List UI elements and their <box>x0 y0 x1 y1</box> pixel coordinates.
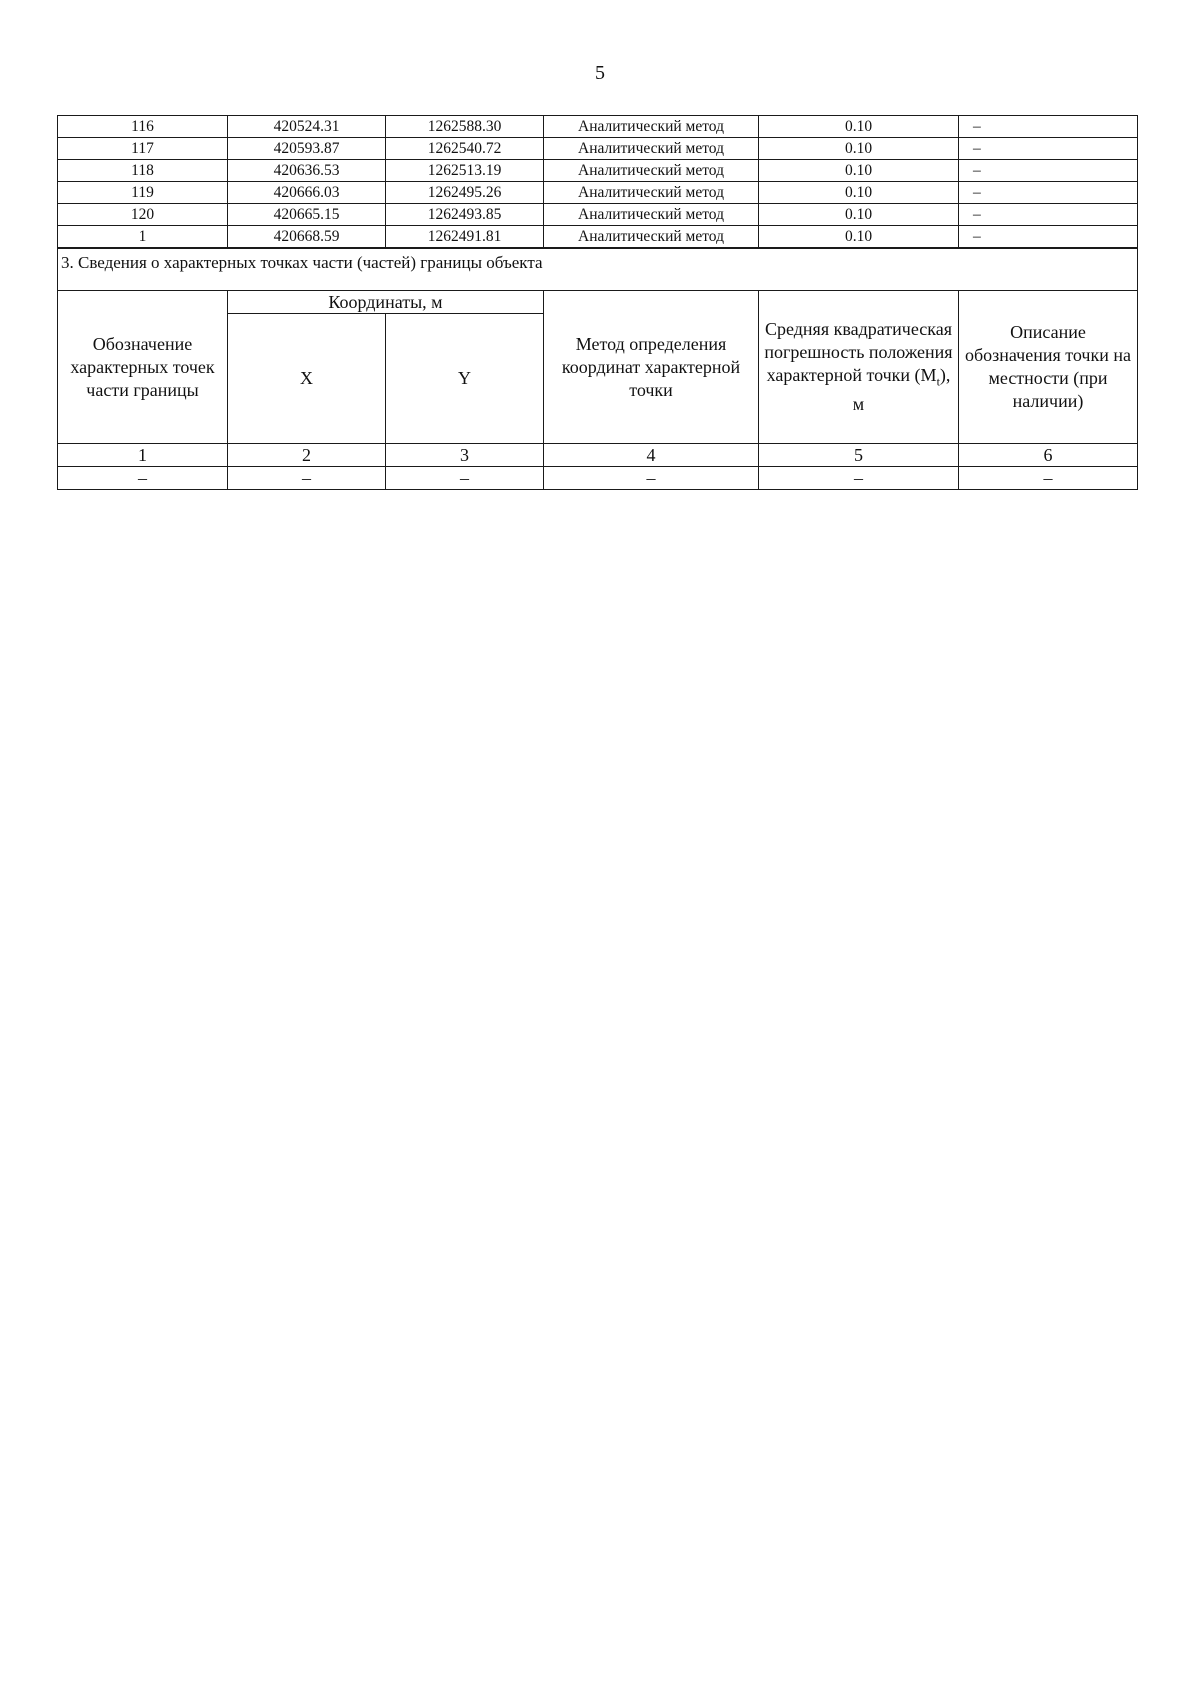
error-cell: 0.10 <box>759 160 959 182</box>
y-coordinate-cell: 1262540.72 <box>386 138 544 160</box>
header-description: Описание обозначения точки на местности (при наличии) <box>959 291 1138 444</box>
column-numbers-row <box>58 444 1138 467</box>
error-cell: 0.10 <box>759 116 959 138</box>
section-title: 3. Сведения о характерных точках части (частей) границы объекта <box>58 249 1138 291</box>
header-row-top <box>58 291 1138 314</box>
description-cell: – <box>959 204 1138 226</box>
point-id-cell: 117 <box>58 138 228 160</box>
y-coordinate-cell: 1262495.26 <box>386 182 544 204</box>
method-cell: Аналитический метод <box>544 116 759 138</box>
point-id-cell: 1 <box>58 226 228 248</box>
description-cell: – <box>959 116 1138 138</box>
y-coordinate-cell: 1262513.19 <box>386 160 544 182</box>
header-y: Y <box>386 314 544 444</box>
description-cell: – <box>959 160 1138 182</box>
table-row <box>58 204 1138 226</box>
point-id-cell: 119 <box>58 182 228 204</box>
method-cell: Аналитический метод <box>544 226 759 248</box>
table-row <box>58 138 1138 160</box>
table-row <box>58 116 1138 138</box>
description-cell: – <box>959 182 1138 204</box>
header-error: Средняя квадратическая погрешность положения характерной точки $(M_t)$, м <box>759 291 959 444</box>
x-coordinate-cell: 420665.15 <box>228 204 386 226</box>
error-cell: 0.10 <box>759 226 959 248</box>
table-row <box>58 182 1138 204</box>
empty-data-row <box>58 467 1138 490</box>
table-row <box>58 160 1138 182</box>
description-cell: – <box>959 138 1138 160</box>
points-table <box>57 115 1138 248</box>
x-coordinate-cell: 420593.87 <box>228 138 386 160</box>
y-coordinate-cell: 1262491.81 <box>386 226 544 248</box>
method-cell: Аналитический метод <box>544 204 759 226</box>
empty-cell: – <box>544 467 759 490</box>
column-number: 1 <box>58 444 228 467</box>
page-number: 5 <box>595 62 605 84</box>
method-cell: Аналитический метод <box>544 160 759 182</box>
x-coordinate-cell: 420668.59 <box>228 226 386 248</box>
y-coordinate-cell: 1262493.85 <box>386 204 544 226</box>
point-id-cell: 118 <box>58 160 228 182</box>
x-coordinate-cell: 420666.03 <box>228 182 386 204</box>
point-id-cell: 116 <box>58 116 228 138</box>
point-id-cell: 120 <box>58 204 228 226</box>
section-title-row <box>58 249 1138 291</box>
error-cell: 0.10 <box>759 204 959 226</box>
x-coordinate-cell: 420636.53 <box>228 160 386 182</box>
empty-cell: – <box>386 467 544 490</box>
table-row <box>58 226 1138 248</box>
header-x: X <box>228 314 386 444</box>
column-number: 3 <box>386 444 544 467</box>
empty-cell: – <box>959 467 1138 490</box>
column-number: 6 <box>959 444 1138 467</box>
parts-table <box>57 248 1138 490</box>
column-number: 5 <box>759 444 959 467</box>
description-cell: – <box>959 226 1138 248</box>
error-cell: 0.10 <box>759 138 959 160</box>
column-number: 4 <box>544 444 759 467</box>
header-coordinates: Координаты, м <box>228 291 544 314</box>
y-coordinate-cell: 1262588.30 <box>386 116 544 138</box>
header-method: Метод определения координат характерной точки <box>544 291 759 444</box>
empty-cell: – <box>58 467 228 490</box>
empty-cell: – <box>228 467 386 490</box>
error-cell: 0.10 <box>759 182 959 204</box>
header-designation: Обозначение характерных точек части границы <box>58 291 228 444</box>
column-number: 2 <box>228 444 386 467</box>
method-cell: Аналитический метод <box>544 138 759 160</box>
x-coordinate-cell: 420524.31 <box>228 116 386 138</box>
empty-cell: – <box>759 467 959 490</box>
method-cell: Аналитический метод <box>544 182 759 204</box>
points-table-body <box>58 116 1138 248</box>
